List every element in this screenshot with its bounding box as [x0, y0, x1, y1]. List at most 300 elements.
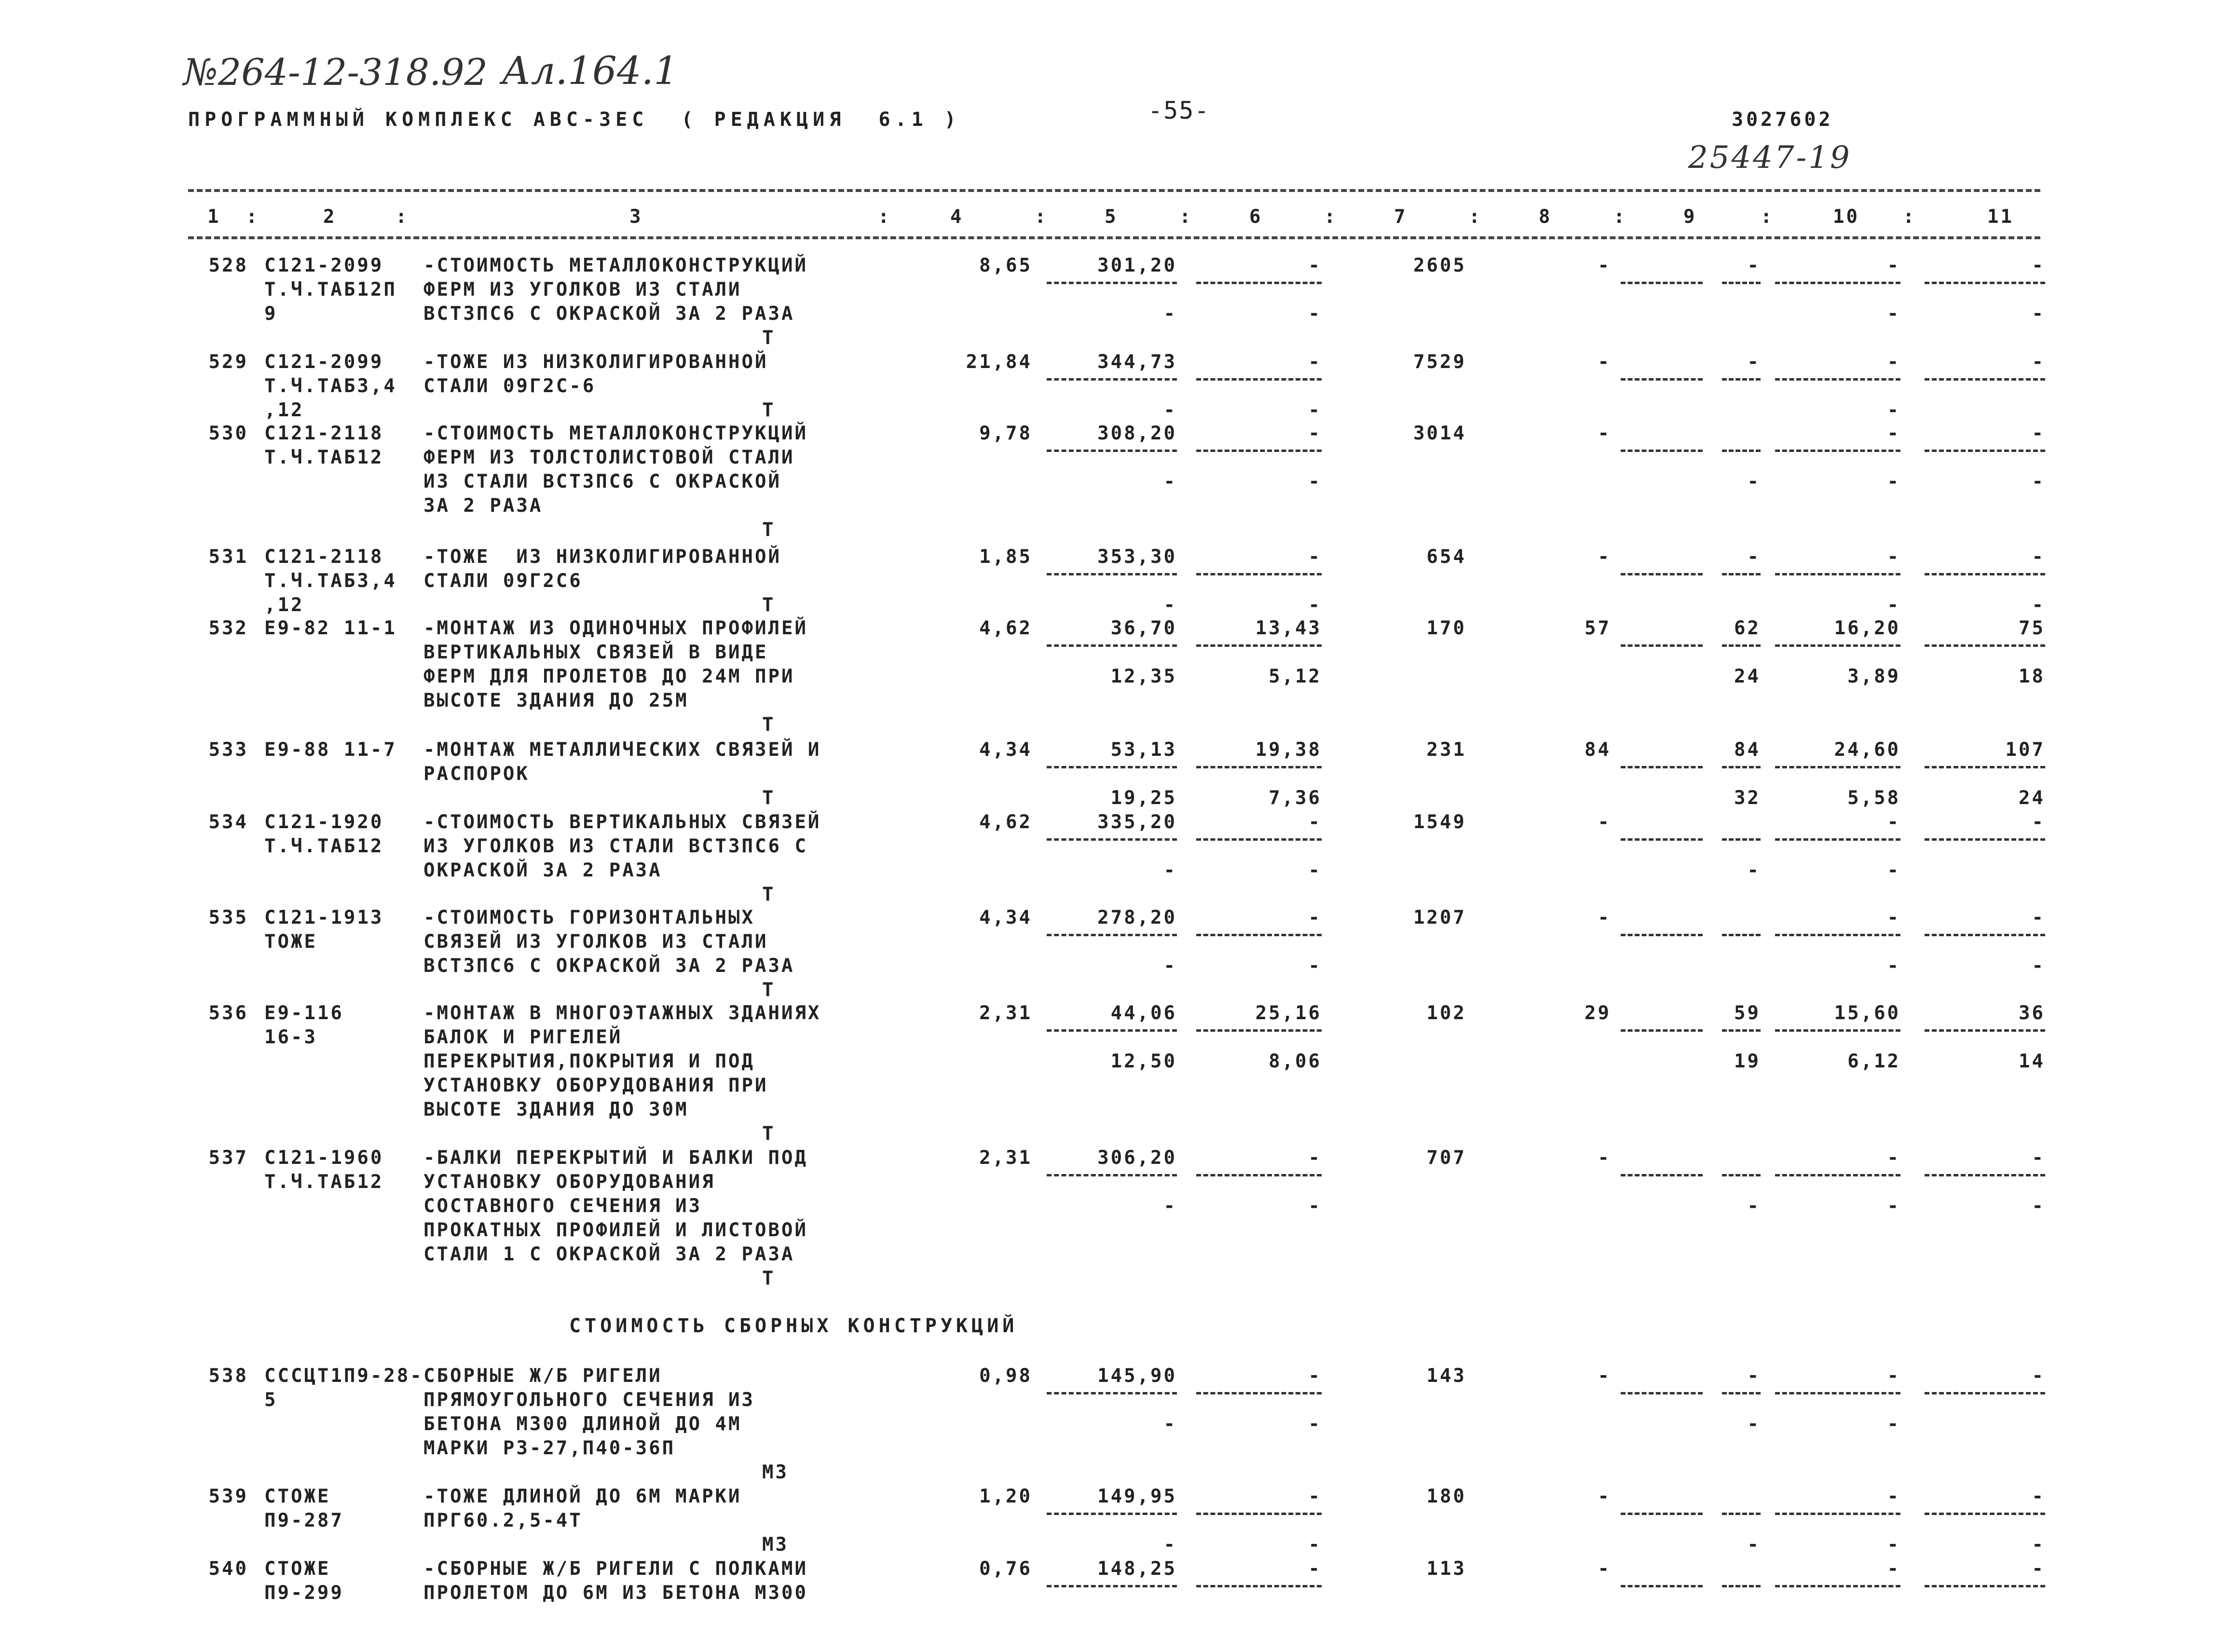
row-code-line: Е9-82 11-1 [264, 617, 397, 639]
rule-header-bottom [188, 236, 2040, 239]
cell-c6b: - [1308, 303, 1322, 325]
cell-c6: - [1308, 1486, 1322, 1507]
cell-c11: 75 [2019, 617, 2045, 639]
cell-c10: - [1887, 351, 1900, 373]
cell-divider [1722, 934, 1761, 936]
row-number: 534 [208, 811, 248, 833]
cell-c11b: - [2032, 955, 2045, 977]
row-description-line: ПЕРЕКРЫТИЯ,ПОКРЫТИЯ И ПОД [424, 1051, 755, 1072]
cell-divider [1722, 573, 1761, 575]
column-separator: : [1469, 206, 1482, 228]
cell-divider [1925, 282, 2045, 284]
cell-divider [1196, 573, 1322, 575]
row-description-line: -СБОРНЫЕ Ж/Б РИГЕЛИ С ПОЛКАМИ [424, 1558, 808, 1580]
cell-c6b: 8,06 [1269, 1051, 1322, 1072]
cell-c10: - [1887, 423, 1900, 444]
row-description-line: ПРОЛЕТОМ ДО 6М ИЗ БЕТОНА М300 [424, 1582, 808, 1604]
column-header-6: 6 [1249, 206, 1263, 228]
row-description-line: СБОРНЫЕ Ж/Б РИГЕЛИ [424, 1365, 662, 1387]
cell-divider [1925, 378, 2045, 381]
cell-divider [1722, 282, 1761, 284]
cell-c8: - [1598, 423, 1611, 444]
row-description-line: СОСТАВНОГО СЕЧЕНИЯ ИЗ [424, 1195, 702, 1217]
row-code-line: С121-1913 [264, 907, 384, 928]
cell-c9b: 32 [1734, 787, 1761, 809]
cell-c9b: - [1747, 1534, 1761, 1556]
cell-c5: 308,20 [1097, 423, 1177, 444]
cell-c10b: - [1887, 594, 1900, 616]
cell-c10b: - [1887, 1534, 1900, 1556]
cell-divider [1621, 766, 1703, 768]
row-description-line: ФЕРМ ИЗ УГОЛКОВ ИЗ СТАЛИ [424, 279, 742, 300]
cell-c10: - [1887, 255, 1900, 276]
row-unit: М3 [762, 1461, 789, 1483]
row-description-line: ЗА 2 РАЗА [424, 495, 543, 517]
cell-c4: 0,98 [979, 1365, 1032, 1387]
cell-divider [1621, 934, 1703, 936]
cell-divider [1722, 644, 1761, 647]
cell-divider [1621, 1513, 1703, 1515]
cell-divider [1722, 450, 1761, 452]
row-number: 533 [208, 739, 248, 761]
cell-divider [1722, 1174, 1761, 1176]
cell-c4: 21,84 [966, 351, 1032, 373]
cell-c11b: 14 [2019, 1051, 2045, 1072]
row-code-line: ,12 [264, 399, 304, 421]
cell-c10b: - [1887, 303, 1900, 325]
cell-c10b: - [1887, 1413, 1900, 1435]
cell-divider [1621, 282, 1703, 284]
cell-c7: 1549 [1413, 811, 1466, 833]
cell-c6: - [1308, 255, 1322, 276]
cell-c4: 1,20 [979, 1486, 1032, 1507]
row-code-line: 16-3 [264, 1026, 317, 1048]
cell-c8: - [1598, 1558, 1611, 1580]
cell-c5b: 12,50 [1110, 1051, 1177, 1072]
cell-divider [1047, 838, 1177, 841]
cell-divider [1775, 838, 1900, 841]
row-number: 530 [208, 423, 248, 444]
cell-c8: 57 [1585, 617, 1611, 639]
row-code-line: Т.Ч.ТАБ12 [264, 447, 384, 468]
row-description-line: -СТОИМОСТЬ ГОРИЗОНТАЛЬНЫХ [424, 907, 755, 928]
column-header-8: 8 [1539, 206, 1552, 228]
row-description-line: ФЕРМ ИЗ ТОЛСТОЛИСТОВОЙ СТАЛИ [424, 447, 795, 468]
row-number: 531 [208, 546, 248, 568]
cell-divider [1925, 1174, 2045, 1176]
cell-divider [1621, 644, 1703, 647]
program-title: ПРОГРАММНЫЙ КОМПЛЕКС АВС-3ЕС ( РЕДАКЦИЯ 6.1 ) [188, 109, 961, 131]
cell-divider [1621, 1029, 1703, 1032]
cell-c7: 231 [1426, 739, 1466, 761]
cell-c10b: - [1887, 860, 1900, 881]
cell-c4: 0,76 [979, 1558, 1032, 1580]
cell-divider [1621, 450, 1703, 452]
cell-c6: - [1308, 351, 1322, 373]
cell-c11b: - [2032, 594, 2045, 616]
cell-divider [1047, 934, 1177, 936]
cell-c5: 278,20 [1097, 907, 1177, 928]
cell-c11: - [2032, 546, 2045, 568]
cell-c6: - [1308, 811, 1322, 833]
row-description-line: -ТОЖЕ ИЗ НИЗКОЛИГИРОВАННОЙ [424, 351, 768, 373]
row-description-line: -СТОИМОСТЬ ВЕРТИКАЛЬНЫХ СВЯЗЕЙ [424, 811, 821, 833]
column-separator: : [1179, 206, 1193, 228]
cell-c4: 9,78 [979, 423, 1032, 444]
row-description-line: БЕТОНА М300 ДЛИНОЙ ДО 4М [424, 1413, 742, 1435]
cell-divider [1621, 378, 1703, 381]
row-unit: Т [762, 399, 776, 421]
cell-c5b: - [1163, 399, 1177, 421]
cell-divider [1722, 1585, 1761, 1587]
cell-c10: 16,20 [1834, 617, 1900, 639]
row-code-line: С121-1960 [264, 1147, 384, 1169]
cell-divider [1196, 766, 1322, 768]
row-description-line: ВСТЗПС6 С ОКРАСКОЙ ЗА 2 РАЗА [424, 955, 795, 977]
row-description-line: УСТАНОВКУ ОБОРУДОВАНИЯ [424, 1171, 715, 1193]
row-code-line: Т.Ч.ТАБ12 [264, 1171, 384, 1193]
row-code-line: Т.Ч.ТАБ3,4 [264, 375, 397, 397]
cell-divider [1047, 644, 1177, 647]
cell-divider [1196, 644, 1322, 647]
cell-c10: - [1887, 1147, 1900, 1169]
cell-c11b: 24 [2019, 787, 2045, 809]
row-description-line: -БАЛКИ ПЕРЕКРЫТИЙ И БАЛКИ ПОД [424, 1147, 808, 1169]
row-code-line: Т.Ч.ТАБ12 [264, 835, 384, 857]
cell-c9: - [1747, 351, 1761, 373]
cell-divider [1621, 1392, 1703, 1394]
column-header-1: 1 [207, 206, 221, 228]
cell-divider [1196, 1029, 1322, 1032]
cell-divider [1775, 1585, 1900, 1587]
cell-c8: - [1598, 351, 1611, 373]
column-header-10: 10 [1833, 206, 1859, 228]
cell-c7: 2605 [1413, 255, 1466, 276]
column-header-7: 7 [1394, 206, 1407, 228]
row-number: 536 [208, 1002, 248, 1024]
cell-c6: 19,38 [1255, 739, 1322, 761]
cell-divider [1047, 766, 1177, 768]
row-code-line: Е9-88 11-7 [264, 739, 397, 761]
row-description-line: -ТОЖЕ ДЛИНОЙ ДО 6М МАРКИ [424, 1486, 742, 1507]
cell-c8: 84 [1585, 739, 1611, 761]
cell-c7: 170 [1426, 617, 1466, 639]
cell-c7: 707 [1426, 1147, 1466, 1169]
row-unit: Т [762, 1268, 776, 1289]
handwritten-doc-number: №264-12-318.92 [183, 51, 488, 94]
cell-c11: - [2032, 907, 2045, 928]
row-unit: Т [762, 1123, 776, 1145]
row-unit: М3 [762, 1534, 789, 1556]
cell-c7: 7529 [1413, 351, 1466, 373]
cell-divider [1722, 1029, 1761, 1032]
column-header-3: 3 [629, 206, 643, 228]
cell-divider [1047, 1392, 1177, 1394]
column-separator: : [396, 206, 409, 228]
row-unit: Т [762, 884, 776, 905]
cell-c10: - [1887, 546, 1900, 568]
cell-c10: 15,60 [1834, 1002, 1900, 1024]
row-number: 532 [208, 617, 248, 639]
cell-divider [1196, 450, 1322, 452]
cell-c10b: - [1887, 1195, 1900, 1217]
section-title: СТОИМОСТЬ СБОРНЫХ КОНСТРУКЦИЙ [569, 1315, 1018, 1337]
cell-divider [1047, 1585, 1177, 1587]
row-unit: Т [762, 327, 776, 349]
cell-c11: - [2032, 1486, 2045, 1507]
cell-divider [1621, 838, 1703, 841]
cell-c6b: - [1308, 955, 1322, 977]
row-code-line: С121-2118 [264, 423, 384, 444]
cell-divider [1621, 573, 1703, 575]
cell-divider [1196, 1392, 1322, 1394]
cell-c5: 44,06 [1110, 1002, 1177, 1024]
cell-c4: 2,31 [979, 1147, 1032, 1169]
row-description-line: РАСПОРОК [424, 763, 530, 785]
cell-c4: 4,62 [979, 811, 1032, 833]
cell-c6b: 5,12 [1269, 666, 1322, 687]
handwritten-code: 25447-19 [1688, 140, 1852, 176]
cell-divider [1925, 1392, 2045, 1394]
cell-c7: 102 [1426, 1002, 1466, 1024]
row-code-line: 5 [264, 1389, 278, 1411]
column-separator: : [1035, 206, 1048, 228]
cell-c10b: 3,89 [1847, 666, 1900, 687]
cell-divider [1047, 282, 1177, 284]
cell-c10: - [1887, 1558, 1900, 1580]
cell-c11b: 18 [2019, 666, 2045, 687]
cell-c9: 62 [1734, 617, 1761, 639]
row-number: 539 [208, 1486, 248, 1507]
row-code-line: С121-2118 [264, 546, 384, 568]
cell-c5b: - [1163, 594, 1177, 616]
cell-divider [1925, 644, 2045, 647]
row-description-line: -СТОИМОСТЬ МЕТАЛЛОКОНСТРУКЦИЙ [424, 423, 808, 444]
cell-divider [1925, 1585, 2045, 1587]
cell-divider [1722, 1392, 1761, 1394]
cell-divider [1775, 934, 1900, 936]
cell-c6: - [1308, 1147, 1322, 1169]
cell-divider [1775, 1174, 1900, 1176]
cell-divider [1722, 1513, 1761, 1515]
row-description-line: ПРОКАТНЫХ ПРОФИЛЕЙ И ЛИСТОВОЙ [424, 1219, 808, 1241]
cell-divider [1047, 378, 1177, 381]
cell-c11b: - [2032, 471, 2045, 492]
row-description-line: ИЗ УГОЛКОВ ИЗ СТАЛИ ВСТЗПС6 С [424, 835, 808, 857]
row-number: 535 [208, 907, 248, 928]
cell-c6b: - [1308, 594, 1322, 616]
row-code-line: С121-1920 [264, 811, 384, 833]
row-code-line: СССЦТ1П9-28- [264, 1365, 424, 1387]
cell-c6b: - [1308, 1195, 1322, 1217]
cell-c5: 306,20 [1097, 1147, 1177, 1169]
row-description-line: ВЕРТИКАЛЬНЫХ СВЯЗЕЙ В ВИДЕ [424, 642, 768, 663]
cell-c10b: 5,58 [1847, 787, 1900, 809]
column-separator: : [878, 206, 891, 228]
row-unit: Т [762, 714, 776, 736]
cell-divider [1925, 934, 2045, 936]
cell-c11b: - [2032, 1195, 2045, 1217]
row-description-line: ПРГ60.2,5-4Т [424, 1510, 583, 1531]
cell-divider [1925, 1513, 2045, 1515]
cell-c6b: 7,36 [1269, 787, 1322, 809]
cell-divider [1196, 1585, 1322, 1587]
cell-divider [1775, 1392, 1900, 1394]
row-description-line: ФЕРМ ДЛЯ ПРОЛЕТОВ ДО 24М ПРИ [424, 666, 795, 687]
cell-c11: - [2032, 1147, 2045, 1169]
cell-c11: 36 [2019, 1002, 2045, 1024]
cell-c8: - [1598, 1147, 1611, 1169]
cell-c5: 149,95 [1097, 1486, 1177, 1507]
column-separator: : [1613, 206, 1627, 228]
cell-c6: 13,43 [1255, 617, 1322, 639]
cell-c4: 1,85 [979, 546, 1032, 568]
cell-divider [1775, 766, 1900, 768]
cell-c8: - [1598, 1365, 1611, 1387]
column-separator: : [1903, 206, 1916, 228]
cell-c5b: - [1163, 955, 1177, 977]
row-code-line: С121-2099 [264, 255, 384, 276]
cell-divider [1196, 282, 1322, 284]
cell-c9b: - [1747, 471, 1761, 492]
cell-c5: 145,90 [1097, 1365, 1177, 1387]
cell-c11: - [2032, 351, 2045, 373]
rule-top [188, 189, 2040, 192]
cell-c6b: - [1308, 471, 1322, 492]
row-description-line: СВЯЗЕЙ ИЗ УГОЛКОВ ИЗ СТАЛИ [424, 931, 768, 953]
cell-c4: 2,31 [979, 1002, 1032, 1024]
cell-c8: - [1598, 811, 1611, 833]
cell-divider [1722, 766, 1761, 768]
cell-c5b: 12,35 [1110, 666, 1177, 687]
cell-c5b: 19,25 [1110, 787, 1177, 809]
row-description-line: -МОНТАЖ МЕТАЛЛИЧЕСКИХ СВЯЗЕЙ И [424, 739, 821, 761]
row-description-line: ВЫСОТЕ ЗДАНИЯ ДО 25М [424, 690, 689, 711]
cell-divider [1775, 1029, 1900, 1032]
cell-c7: 1207 [1413, 907, 1466, 928]
cell-divider [1621, 1585, 1703, 1587]
cell-c11: - [2032, 1365, 2045, 1387]
cell-divider [1775, 378, 1900, 381]
cell-c7: 143 [1426, 1365, 1466, 1387]
cell-c7: 113 [1426, 1558, 1466, 1580]
cell-c8: - [1598, 255, 1611, 276]
column-separator: : [1324, 206, 1338, 228]
cell-c10b: - [1887, 955, 1900, 977]
cell-divider [1196, 838, 1322, 841]
cell-c10b: 6,12 [1847, 1051, 1900, 1072]
row-code-line: ТОЖЕ [264, 931, 317, 953]
cell-c6: - [1308, 907, 1322, 928]
column-header-9: 9 [1683, 206, 1697, 228]
row-description-line: ПРЯМОУГОЛЬНОГО СЕЧЕНИЯ ИЗ [424, 1389, 755, 1411]
cell-c10: - [1887, 1365, 1900, 1387]
cell-c6b: - [1308, 1413, 1322, 1435]
cell-c11b: - [2032, 1534, 2045, 1556]
cell-c6: - [1308, 423, 1322, 444]
cell-c6: - [1308, 546, 1322, 568]
column-separator: : [1761, 206, 1774, 228]
cell-c10: - [1887, 811, 1900, 833]
handwritten-album: Ал.164.1 [502, 48, 678, 93]
row-description-line: СТАЛИ 09Г2С6 [424, 570, 583, 592]
row-number: 538 [208, 1365, 248, 1387]
cell-divider [1925, 450, 2045, 452]
row-code-line: П9-287 [264, 1510, 344, 1531]
cell-c7: 3014 [1413, 423, 1466, 444]
cell-c11: - [2032, 255, 2045, 276]
column-header-5: 5 [1105, 206, 1118, 228]
cell-c9b: 19 [1734, 1051, 1761, 1072]
cell-c9b: 24 [1734, 666, 1761, 687]
row-description-line: ВСТЗПС6 С ОКРАСКОЙ ЗА 2 РАЗА [424, 303, 795, 325]
row-number: 540 [208, 1558, 248, 1580]
cell-c9: 59 [1734, 1002, 1761, 1024]
cell-c10b: - [1887, 471, 1900, 492]
cell-c8: - [1598, 546, 1611, 568]
cell-divider [1775, 1513, 1900, 1515]
row-unit: Т [762, 519, 776, 541]
cell-c7: 654 [1426, 546, 1466, 568]
cell-c8: 29 [1585, 1002, 1611, 1024]
cell-divider [1196, 1513, 1322, 1515]
row-description-line: ИЗ СТАЛИ ВСТЗПС6 С ОКРАСКОЙ [424, 471, 781, 492]
cell-divider [1925, 1029, 2045, 1032]
cell-c5b: - [1163, 1413, 1177, 1435]
cell-divider [1196, 934, 1322, 936]
cell-c5b: - [1163, 860, 1177, 881]
cell-divider [1047, 573, 1177, 575]
row-number: 537 [208, 1147, 248, 1169]
page-number: -55- [1148, 96, 1210, 124]
row-code-line: П9-299 [264, 1582, 344, 1604]
row-description-line: МАРКИ Р3-27,П40-36П [424, 1437, 676, 1459]
cell-divider [1196, 1174, 1322, 1176]
cell-divider [1775, 450, 1900, 452]
row-code-line: Т.Ч.ТАБ3,4 [264, 570, 397, 592]
cell-c9: - [1747, 1365, 1761, 1387]
column-separator: : [246, 206, 260, 228]
cell-c9b: - [1747, 860, 1761, 881]
row-description-line: -СТОИМОСТЬ МЕТАЛЛОКОНСТРУКЦИЙ [424, 255, 808, 276]
cell-c11: - [2032, 423, 2045, 444]
row-unit: Т [762, 979, 776, 1001]
row-code-line: Е9-116 [264, 1002, 344, 1024]
row-code-line: Т.Ч.ТАБ12П [264, 279, 397, 300]
row-description-line: УСТАНОВКУ ОБОРУДОВАНИЯ ПРИ [424, 1075, 768, 1096]
cell-divider [1775, 573, 1900, 575]
cell-divider [1047, 1174, 1177, 1176]
cell-c6: - [1308, 1558, 1322, 1580]
cell-c5b: - [1163, 303, 1177, 325]
cell-c10: - [1887, 1486, 1900, 1507]
cell-divider [1047, 450, 1177, 452]
row-unit: Т [762, 594, 776, 616]
cell-divider [1196, 378, 1322, 381]
cell-c8: - [1598, 907, 1611, 928]
cell-c4: 4,62 [979, 617, 1032, 639]
cell-c5: 53,13 [1110, 739, 1177, 761]
cell-c9: - [1747, 546, 1761, 568]
row-code-line: 9 [264, 303, 278, 325]
cell-divider [1775, 644, 1900, 647]
cell-divider [1047, 1029, 1177, 1032]
cell-c6: 25,16 [1255, 1002, 1322, 1024]
cell-c9: - [1747, 255, 1761, 276]
row-unit: Т [762, 787, 776, 809]
row-number: 529 [208, 351, 248, 373]
row-code-line: СТОЖЕ [264, 1558, 331, 1580]
